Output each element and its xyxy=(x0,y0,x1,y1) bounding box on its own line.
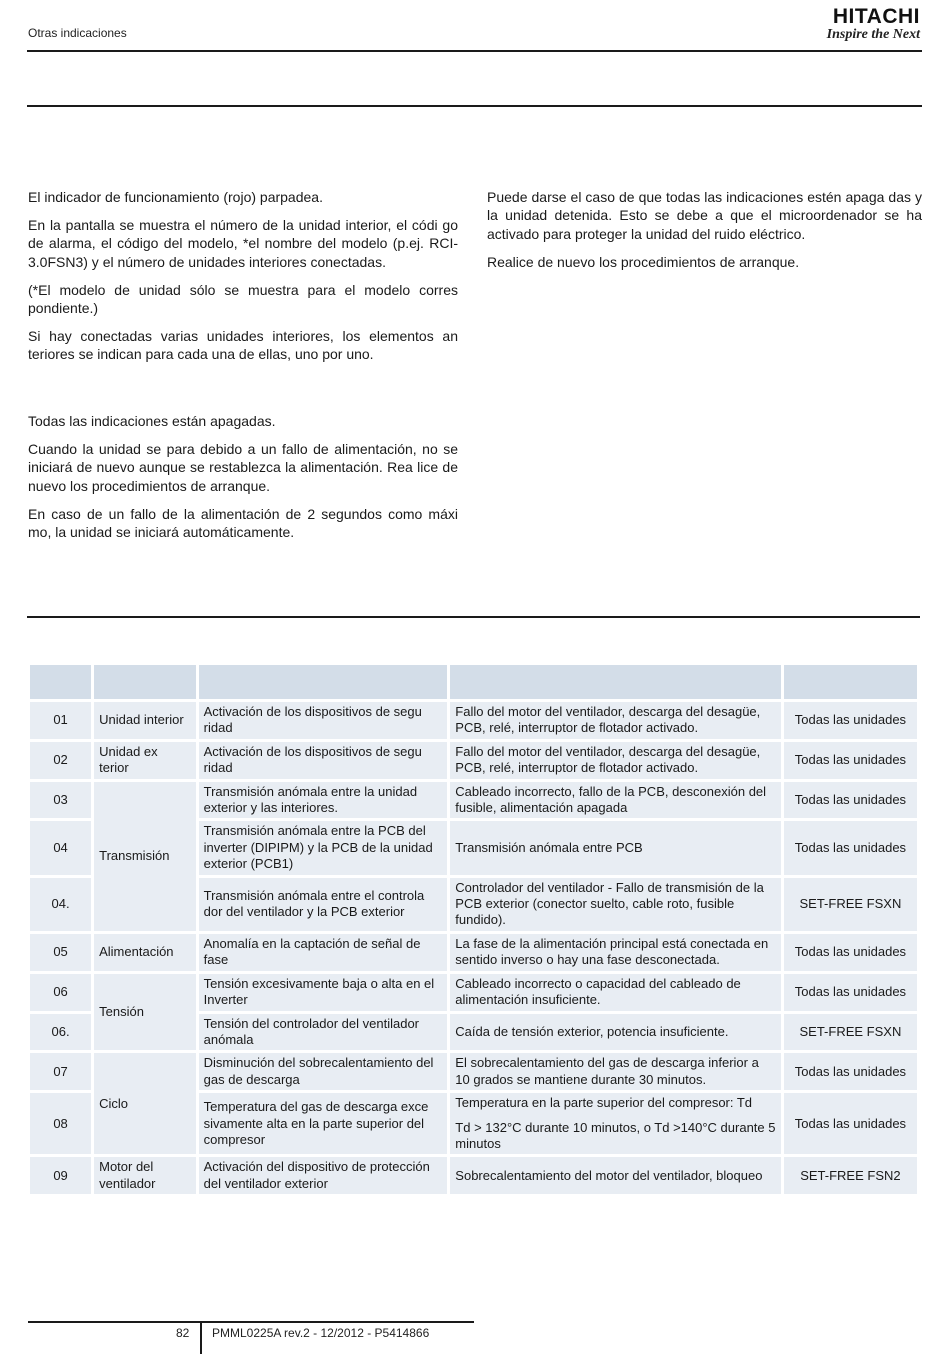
alarm-applies: Todas las unidades xyxy=(784,702,917,739)
left-column-block-2 xyxy=(28,412,458,551)
table-row xyxy=(30,974,917,1011)
alarm-code: 04. xyxy=(30,878,91,931)
document-reference: PMML0225A rev.2 - 12/2012 - P5414866 xyxy=(212,1326,430,1340)
alarm-applies: SET-FREE FSN2 xyxy=(784,1157,917,1194)
alarm-cause: Fallo del motor del ventilador, descarga del desagüe, PCB, relé, interruptor de flotador activado. xyxy=(450,742,781,779)
header-rule xyxy=(27,50,922,52)
alarm-applies: SET-FREE FSXN xyxy=(784,878,917,931)
alarm-code-table xyxy=(27,662,920,1197)
header-cell-cause xyxy=(450,665,781,699)
paragraph: Si hay conectadas varias unidades interiores, los elementos an teriores se indican para cada una de ellas, uno por uno. xyxy=(28,327,458,363)
alarm-content: Transmisión anómala entre el controla dor del ventilador y la PCB exterior xyxy=(199,878,448,931)
alarm-cause: El sobrecalentamiento del gas de descarga inferior a 10 grados se mantiene durante 30 minutos. xyxy=(450,1053,781,1090)
alarm-applies: Todas las unidades xyxy=(784,742,917,779)
alarm-category: Ciclo xyxy=(94,1053,196,1154)
paragraph: En la pantalla se muestra el número de la unidad interior, el códi go de alarma, el código del modelo, *el nombre del modelo (p.ej. RCI-3.0FSN3) y el número de unidades interiores conectadas. xyxy=(28,216,458,270)
alarm-cause: Caída de tensión exterior, potencia insuficiente. xyxy=(450,1014,781,1051)
alarm-cause: Sobrecalentamiento del motor del ventilador, bloqueo xyxy=(450,1157,781,1194)
paragraph: El indicador de funcionamiento (rojo) parpadea. xyxy=(28,189,323,205)
paragraph: Puede darse el caso de que todas las indicaciones estén apaga das y la unidad detenida. Esto se debe a que el microordenador se ha activado para proteger la unidad del ruido eléctrico. xyxy=(487,189,922,242)
paragraph: (*El modelo de unidad sólo se muestra para el modelo corres pondiente.) xyxy=(28,281,458,317)
alarm-category: Unidad interior xyxy=(94,702,196,739)
alarm-applies: Todas las unidades xyxy=(784,1093,917,1154)
alarm-content: Transmisión anómala entre la unidad exterior y las interiores. xyxy=(199,782,448,819)
alarm-content: Transmisión anómala entre la PCB del inverter (DIPIPM) y la PCB de la unidad exterior (PCB1) xyxy=(199,821,448,874)
alarm-cause: Controlador del ventilador - Fallo de transmisión de la PCB exterior (conector suelto, cable roto, fusible fundido). xyxy=(450,878,781,931)
alarm-code: 07 xyxy=(30,1053,91,1090)
alarm-code: 02 xyxy=(30,742,91,779)
alarm-content: Tensión del controlador del ventilador anómala xyxy=(199,1014,448,1051)
alarm-content: Disminución del sobrecalentamiento del gas de descarga xyxy=(199,1053,448,1090)
alarm-cause: Transmisión anómala entre PCB xyxy=(450,821,781,874)
alarm-category: Motor del ventilador xyxy=(94,1157,196,1194)
alarm-applies: Todas las unidades xyxy=(784,821,917,874)
footer-rule xyxy=(28,1321,474,1323)
alarm-content: Activación de los dispositivos de segu ridad xyxy=(199,742,448,779)
paragraph: Todas las indicaciones están apagadas. xyxy=(28,413,276,429)
title-rule xyxy=(27,105,922,107)
left-column-block-1 xyxy=(28,188,458,373)
alarm-applies: Todas las unidades xyxy=(784,1053,917,1090)
alarm-category: Transmisión xyxy=(94,782,196,931)
table-row xyxy=(30,782,917,819)
brand-tagline: Inspire the Next xyxy=(826,27,920,42)
alarm-applies: SET-FREE FSXN xyxy=(784,1014,917,1051)
alarm-code: 01 xyxy=(30,702,91,739)
table-row xyxy=(30,1157,917,1194)
paragraph: Realice de nuevo los procedimientos de arranque. xyxy=(487,253,800,270)
alarm-applies: Todas las unidades xyxy=(784,974,917,1011)
alarm-cause: La fase de la alimentación principal está conectada en sentido inverso o hay una fase desconectada. xyxy=(450,934,781,971)
alarm-applies: Todas las unidades xyxy=(784,782,917,819)
alarm-content: Activación del dispositivo de protección del ventilador exterior xyxy=(199,1157,448,1194)
alarm-cause: Cableado incorrecto, fallo de la PCB, desconexión del fusible, alimentación apagada xyxy=(450,782,781,819)
paragraph: Cuando la unidad se para debido a un fallo de alimentación, no se iniciará de nuevo aunque se restablezca la alimentación. Rea lice de nuevo los procedimientos de arranque. xyxy=(28,440,458,494)
alarm-code: 08 xyxy=(30,1093,91,1154)
header-cell-category xyxy=(94,665,196,699)
alarm-content: Temperatura del gas de descarga exce sivamente alta en la parte superior del compresor xyxy=(199,1093,448,1154)
hitachi-logo xyxy=(827,6,920,42)
header-cell-content xyxy=(199,665,448,699)
alarm-category: Tensión xyxy=(94,974,196,1051)
header-cell-code xyxy=(30,665,91,699)
alarm-content: Anomalía en la captación de señal de fase xyxy=(199,934,448,971)
brand-name: HITACHI xyxy=(832,5,920,28)
alarm-code: 09 xyxy=(30,1157,91,1194)
alarm-content: Activación de los dispositivos de segu ridad xyxy=(199,702,448,739)
alarm-code: 06 xyxy=(30,974,91,1011)
paragraph: En caso de un fallo de la alimentación de 2 segundos como máxi mo, la unidad se iniciará automáticamente. xyxy=(28,505,458,541)
table-row xyxy=(30,934,917,971)
alarm-code: 03 xyxy=(30,782,91,819)
footer-separator xyxy=(200,1322,202,1354)
table-header-row xyxy=(30,665,917,699)
right-column xyxy=(487,188,922,281)
section-title: Otras indicaciones xyxy=(28,26,127,40)
alarm-code: 06. xyxy=(30,1014,91,1051)
alarm-cause: Cableado incorrecto o capacidad del cableado de alimentación insuficiente. xyxy=(450,974,781,1011)
section-rule xyxy=(27,616,920,618)
alarm-code: 05 xyxy=(30,934,91,971)
header-cell-applies xyxy=(784,665,917,699)
alarm-cause: Fallo del motor del ventilador, descarga del desagüe, PCB, relé, interruptor de flotador activado. xyxy=(450,702,781,739)
alarm-content: Tensión excesivamente baja o alta en el Inverter xyxy=(199,974,448,1011)
page-number: 82 xyxy=(176,1326,190,1340)
alarm-cause: Temperatura en la parte superior del compresor: Td Td > 132°C durante 10 minutos, o Td >140°C durante 5 minutos xyxy=(450,1093,781,1154)
table-row xyxy=(30,1053,917,1090)
alarm-category: Unidad ex terior xyxy=(94,742,196,779)
alarm-applies: Todas las unidades xyxy=(784,934,917,971)
alarm-category: Alimentación xyxy=(94,934,196,971)
table-row xyxy=(30,742,917,779)
alarm-code: 04 xyxy=(30,821,91,874)
table-row xyxy=(30,702,917,739)
